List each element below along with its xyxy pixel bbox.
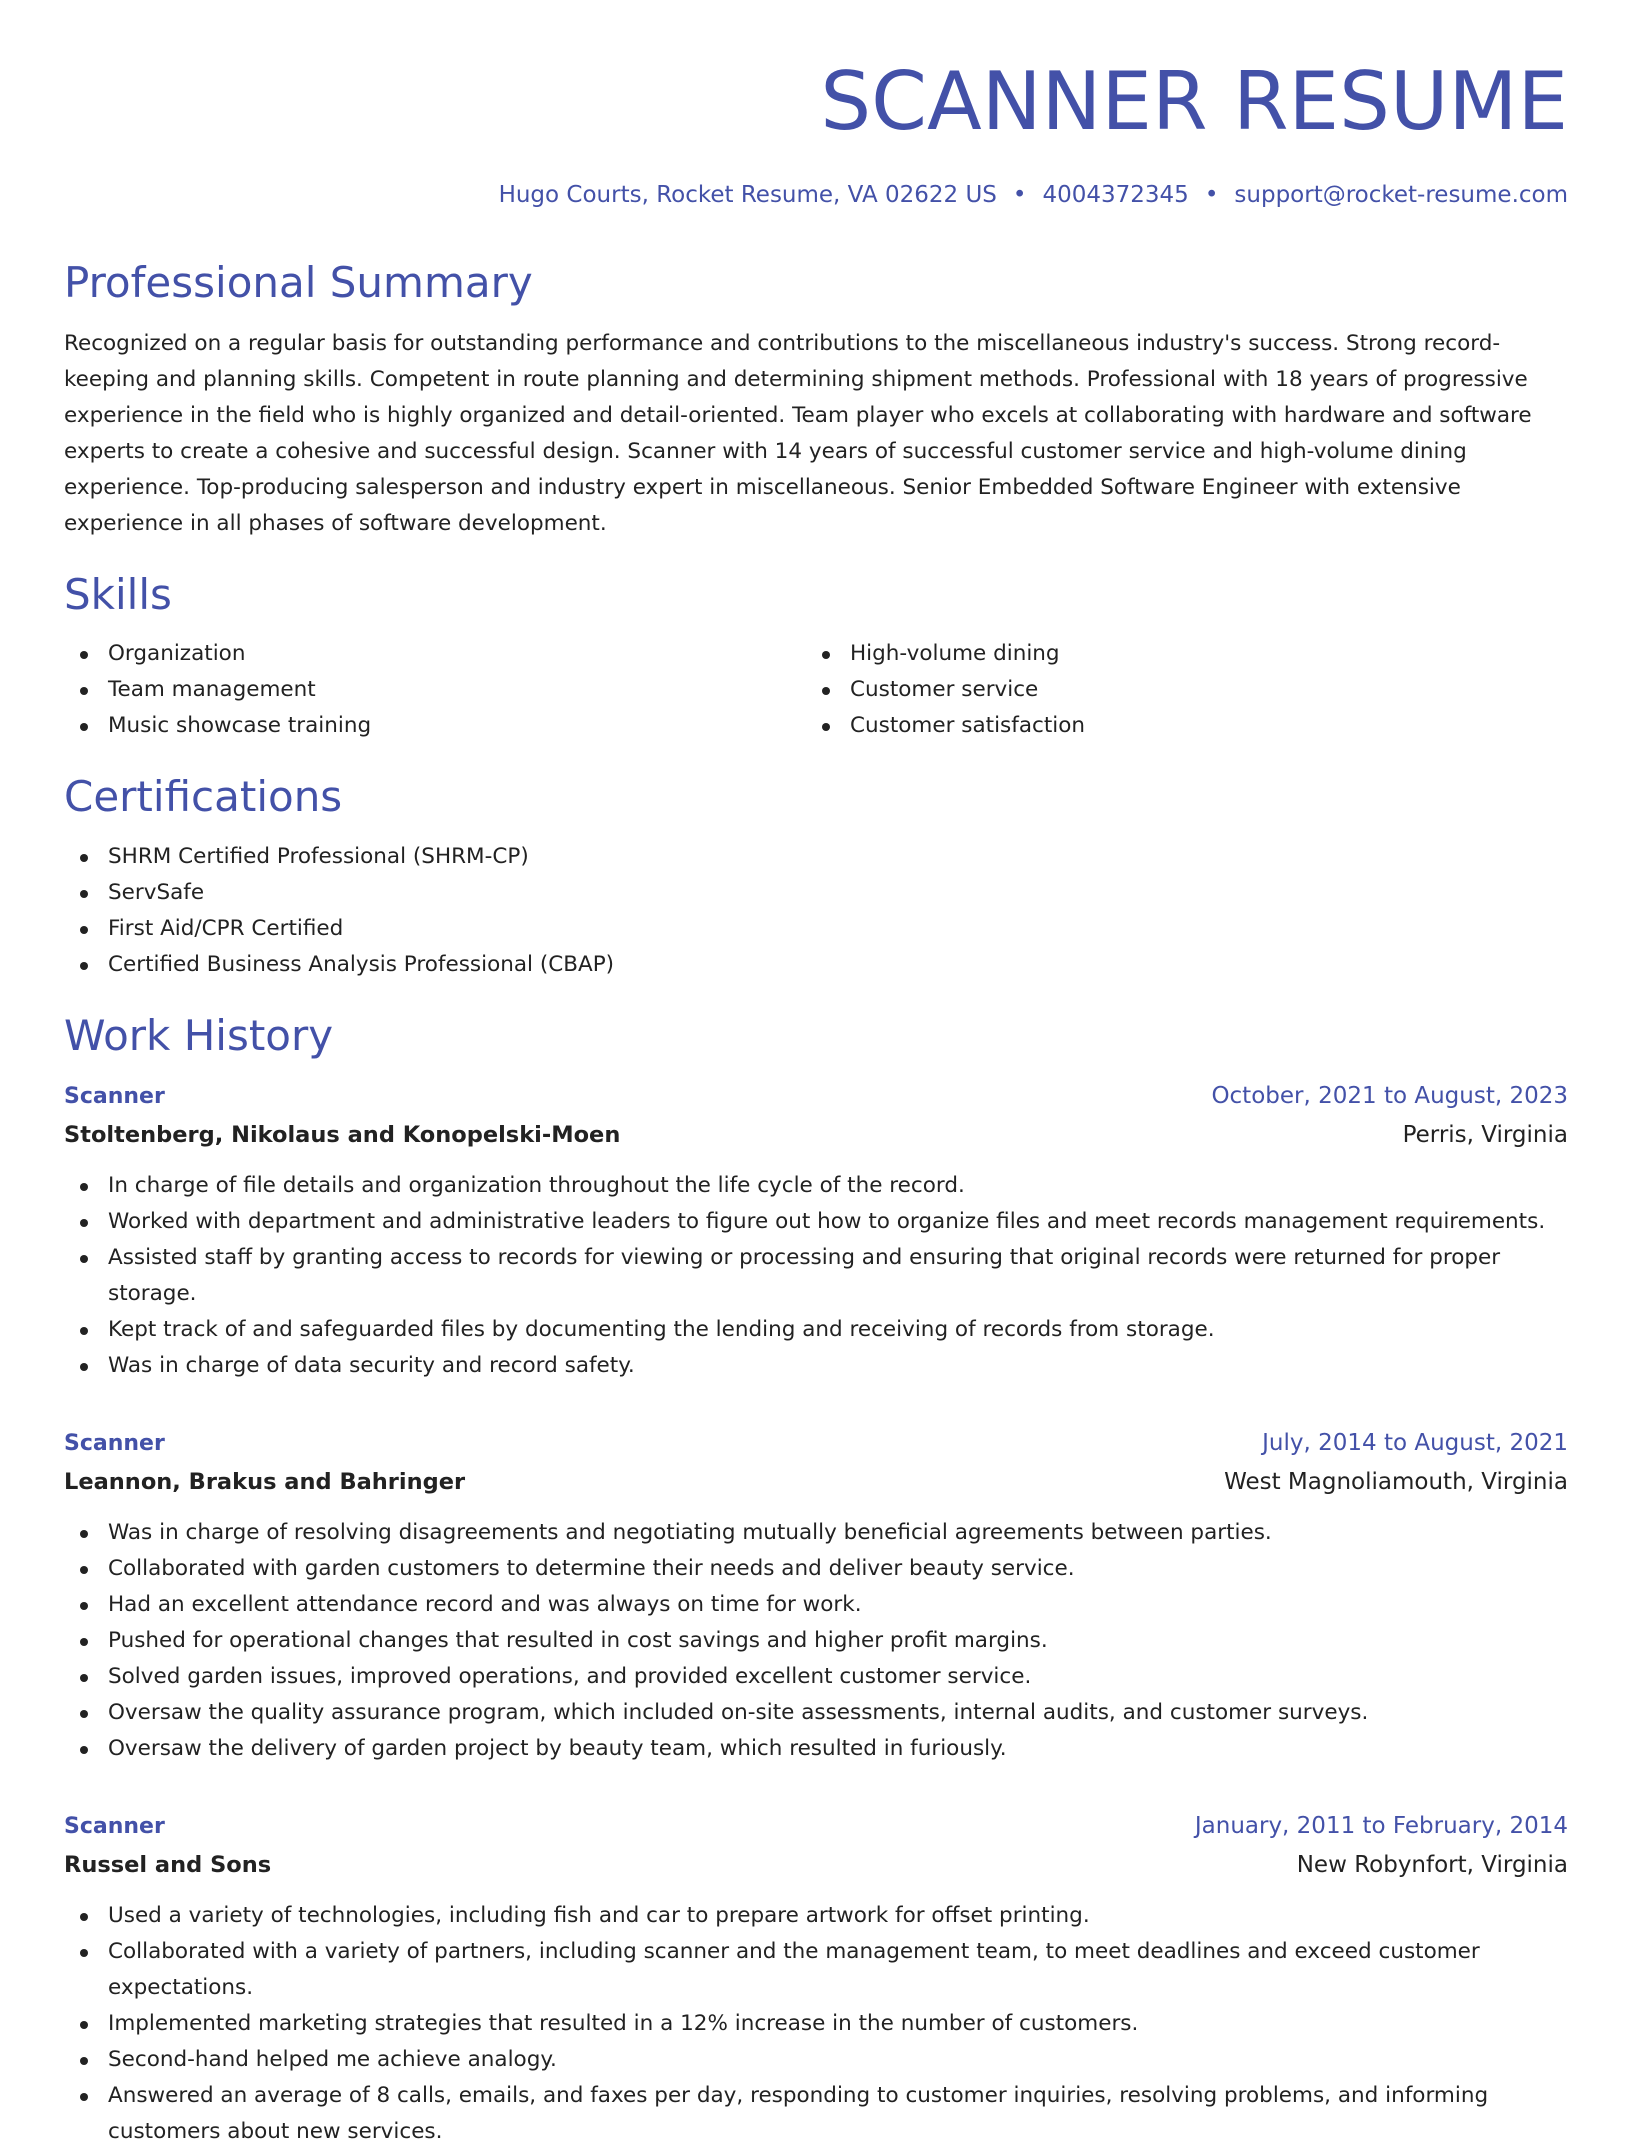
job-duties-list	[64, 1898, 1568, 2150]
job-company-row	[64, 1116, 1568, 1154]
job-duty: Was in charge of data security and record safety.	[64, 1348, 1568, 1384]
skill-item: Customer satisfaction	[806, 708, 1548, 744]
job-duty: Worked with department and administrative leaders to figure out how to organize files and meet records management requirements.	[64, 1204, 1568, 1240]
job-entry	[64, 1077, 1568, 1384]
contact-separator: •	[1204, 182, 1219, 208]
job-location: New Robynfort, Virginia	[1296, 1851, 1568, 1878]
job-duty: Kept track of and safeguarded files by documenting the lending and receiving of records from storage.	[64, 1312, 1568, 1348]
contact-separator: •	[1012, 182, 1027, 208]
job-entry	[64, 1807, 1568, 2150]
job-header-row	[64, 1807, 1568, 1846]
contact-phone: 4004372345	[1042, 182, 1189, 208]
job-title: Scanner	[64, 1083, 165, 1109]
certification-item: ServSafe	[64, 875, 1568, 911]
work-history-heading: Work History	[64, 1010, 334, 1060]
job-company: Russel and Sons	[64, 1851, 272, 1878]
job-duty: Oversaw the quality assurance program, which included on-site assessments, internal audits, and customer surveys.	[64, 1695, 1568, 1731]
job-duties-list	[64, 1515, 1568, 1767]
job-duty: Collaborated with a variety of partners, including scanner and the management team, to meet deadlines and exceed customer expectations.	[64, 1934, 1568, 2006]
job-title: Scanner	[64, 1430, 165, 1456]
job-dates: July, 2014 to August, 2021	[1262, 1429, 1568, 1456]
certification-item: Certified Business Analysis Professional (CBAP)	[64, 947, 1568, 983]
job-header-row	[64, 1424, 1568, 1463]
job-duty: Answered an average of 8 calls, emails, and faxes per day, responding to customer inquiries, resolving problems, and informing customers about new services.	[64, 2078, 1568, 2150]
job-duty: Implemented marketing strategies that resulted in a 12% increase in the number of customers.	[64, 2006, 1568, 2042]
skill-item: Organization	[64, 636, 806, 672]
skills-left-column	[64, 636, 806, 744]
summary-heading: Professional Summary	[64, 258, 533, 307]
job-duty: Assisted staff by granting access to records for viewing or processing and ensuring that original records were returned for proper storage.	[64, 1240, 1568, 1312]
job-duty: Oversaw the delivery of garden project by beauty team, which resulted in furiously.	[64, 1731, 1568, 1767]
job-duty: Collaborated with garden customers to determine their needs and deliver beauty service.	[64, 1551, 1568, 1587]
certifications-list	[64, 839, 1568, 983]
contact-line	[64, 182, 1568, 208]
summary-text: Recognized on a regular basis for outstanding performance and contributions to the miscellaneous industry's success. Strong record-keeping and planning skills. Competent in route planning and determining shipment methods. Professional with 18 years of progressive experience in the field who is highly organized and detail-oriented. Team player who excels at collaborating with hardware and software experts to create a cohesive and successful design. Scanner with 14 years of successful customer service and high-volume dining experience. Top-producing salesperson and industry expert in miscellaneous. Senior Embedded Software Engineer with extensive experience in all phases of software development.	[64, 331, 1532, 537]
resume-name: SCANNER RESUME	[820, 55, 1568, 148]
job-company: Leannon, Brakus and Bahringer	[64, 1468, 466, 1495]
contact-address: Hugo Courts, Rocket Resume, VA 02622 US	[498, 182, 997, 208]
job-duties-list	[64, 1168, 1568, 1384]
job-duty: Had an excellent attendance record and was always on time for work.	[64, 1587, 1568, 1623]
job-duty: Was in charge of resolving disagreements and negotiating mutually beneficial agreements between parties.	[64, 1515, 1568, 1551]
certifications-heading: Certifications	[64, 772, 343, 822]
job-location: West Magnoliamouth, Virginia	[1224, 1468, 1568, 1495]
job-duty: Pushed for operational changes that resulted in cost savings and higher profit margins.	[64, 1623, 1568, 1659]
job-duty: Solved garden issues, improved operations, and provided excellent customer service.	[64, 1659, 1568, 1695]
skills-list	[64, 636, 1568, 744]
job-dates: January, 2011 to February, 2014	[1194, 1812, 1568, 1839]
skill-item: Customer service	[806, 672, 1548, 708]
skill-item: High-volume dining	[806, 636, 1548, 672]
job-title: Scanner	[64, 1813, 165, 1839]
skills-heading: Skills	[64, 570, 172, 620]
job-company-row	[64, 1846, 1568, 1884]
contact-email[interactable]: support@rocket-resume.com	[1234, 182, 1568, 208]
job-entry	[64, 1424, 1568, 1767]
job-company-row	[64, 1463, 1568, 1501]
skill-item: Music showcase training	[64, 708, 806, 744]
certification-item: SHRM Certified Professional (SHRM-CP)	[64, 839, 1568, 875]
job-duty: Second-hand helped me achieve analogy.	[64, 2042, 1568, 2078]
skill-item: Team management	[64, 672, 806, 708]
job-location: Perris, Virginia	[1402, 1121, 1568, 1148]
job-duty: In charge of file details and organization throughout the life cycle of the record.	[64, 1168, 1568, 1204]
job-header-row	[64, 1077, 1568, 1116]
skills-right-column	[806, 636, 1548, 744]
resume-page	[64, 0, 1568, 2144]
job-dates: October, 2021 to August, 2023	[1211, 1082, 1568, 1109]
job-duty: Used a variety of technologies, including fish and car to prepare artwork for offset printing.	[64, 1898, 1568, 1934]
job-company: Stoltenberg, Nikolaus and Konopelski-Moen	[64, 1121, 621, 1148]
certification-item: First Aid/CPR Certified	[64, 911, 1568, 947]
